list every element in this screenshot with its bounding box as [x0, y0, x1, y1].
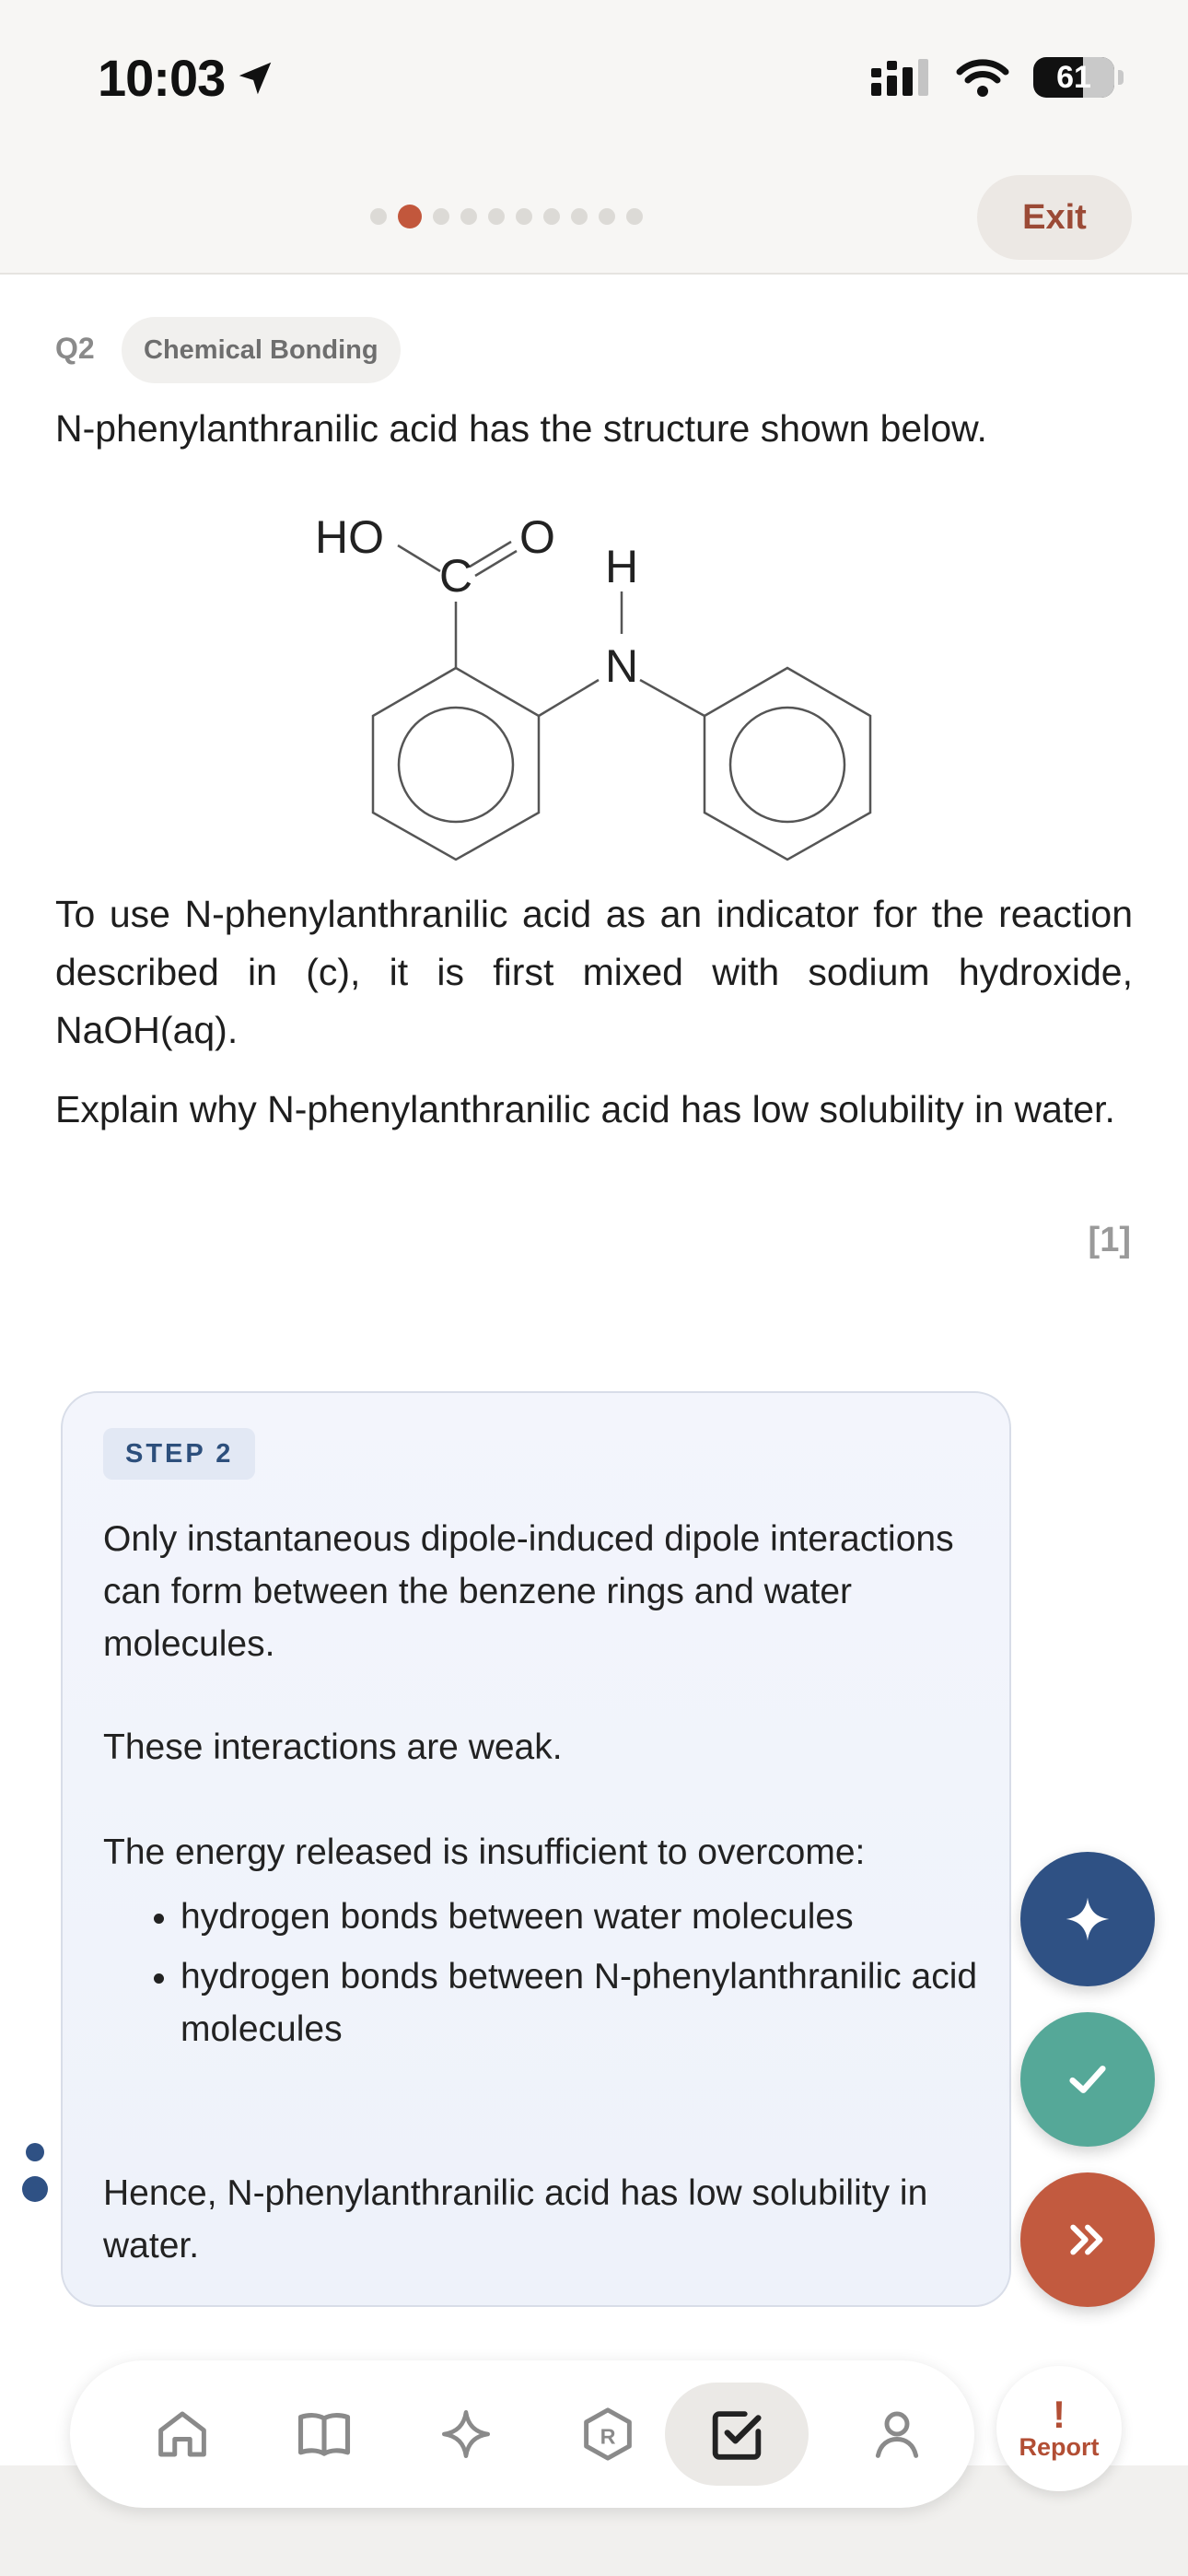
sparkle-icon: [438, 2406, 494, 2462]
progress-dot: [571, 208, 588, 225]
double-chevron-icon: [1063, 2215, 1112, 2265]
progress-dot: [460, 208, 477, 225]
status-time: [98, 48, 276, 108]
r-badge-icon: [577, 2404, 638, 2465]
label-c: C: [439, 550, 473, 602]
step-indicator-dot: [26, 2143, 44, 2161]
nav-practice[interactable]: [665, 2383, 809, 2486]
status-time-text: 10:03: [98, 49, 226, 107]
status-icons: [871, 57, 1114, 98]
step-conclusion: Hence, N-phenylanthranilic acid has low solubility in water.: [103, 2173, 928, 2266]
nav-revision[interactable]: [556, 2383, 659, 2486]
profile-icon: [867, 2404, 927, 2465]
home-icon: [152, 2404, 213, 2465]
progress-dot: [488, 208, 505, 225]
step-line-3: The energy released is insufficient to overcome:: [103, 1832, 866, 1872]
book-icon: [293, 2403, 355, 2465]
label-n: N: [605, 640, 639, 692]
chemical-structure-diagram: [295, 479, 903, 866]
progress-dot: [370, 208, 387, 225]
step-bullet-list: [103, 1891, 1065, 2063]
progress-dot-current: [398, 205, 422, 228]
question-paragraph-2: Explain why N-phenylanthranilic acid has low solubility in water.: [55, 1088, 1115, 1130]
list-item: • hydrogen bonds between water molecules: [181, 1891, 1065, 1943]
report-label: Report: [1019, 2432, 1100, 2461]
check-answer-button[interactable]: [1020, 2012, 1155, 2147]
nav-library[interactable]: [273, 2383, 376, 2486]
step-line-2: These interactions are weak.: [103, 1727, 563, 1767]
question-paragraph-1: To use N-phenylanthranilic acid as an indicator for the reaction described in (c), it is first mixed with sodium hydroxide, NaOH(aq).: [55, 893, 1133, 1051]
progress-dot: [599, 208, 615, 225]
check-icon: [1062, 2054, 1113, 2105]
progress-dot: [433, 208, 449, 225]
label-o: O: [519, 511, 555, 563]
list-item: • hydrogen bonds between N-phenylanthranilic acid molecules: [181, 1950, 1065, 2055]
location-arrow-icon: [234, 57, 276, 100]
question-number: Q2: [55, 332, 95, 365]
next-step-button[interactable]: [1020, 2172, 1155, 2307]
step-indicator-dot-current: [22, 2176, 48, 2202]
step-line-1: Only instantaneous dipole-induced dipole interactions can form between the benzene rings and water molecules.: [103, 1519, 954, 1664]
nav-ai[interactable]: [414, 2383, 518, 2486]
svg-text:R: R: [600, 2424, 616, 2449]
cellular-signal-icon: [871, 57, 932, 98]
topic-chip: Chemical Bonding: [122, 317, 401, 383]
progress-dot: [543, 208, 560, 225]
bottom-nav-bar: [70, 2360, 974, 2508]
nav-profile[interactable]: [845, 2383, 949, 2486]
report-button[interactable]: [996, 2366, 1122, 2491]
step-indicator: [22, 2143, 48, 2202]
battery-level: 61: [1056, 59, 1091, 95]
alert-icon: !: [1053, 2392, 1066, 2436]
progress-dots: [370, 205, 643, 228]
solution-step-card: [61, 1391, 1011, 2307]
wifi-icon: [956, 57, 1009, 98]
progress-dot: [516, 208, 532, 225]
battery-indicator: [1033, 57, 1114, 98]
label-ho: HO: [315, 511, 384, 563]
label-h: H: [605, 541, 639, 592]
exit-button[interactable]: Exit: [977, 175, 1132, 260]
question-intro: N-phenylanthranilic acid has the structure shown below.: [55, 407, 987, 450]
nav-home[interactable]: [131, 2383, 234, 2486]
sparkle-icon: [1062, 1893, 1113, 1945]
marks-label: [1]: [1088, 1221, 1131, 1259]
step-label: STEP 2: [103, 1428, 255, 1480]
top-header: [0, 0, 1188, 275]
checkbox-icon: [705, 2402, 769, 2466]
progress-dot: [626, 208, 643, 225]
ai-help-button[interactable]: [1020, 1852, 1155, 1986]
